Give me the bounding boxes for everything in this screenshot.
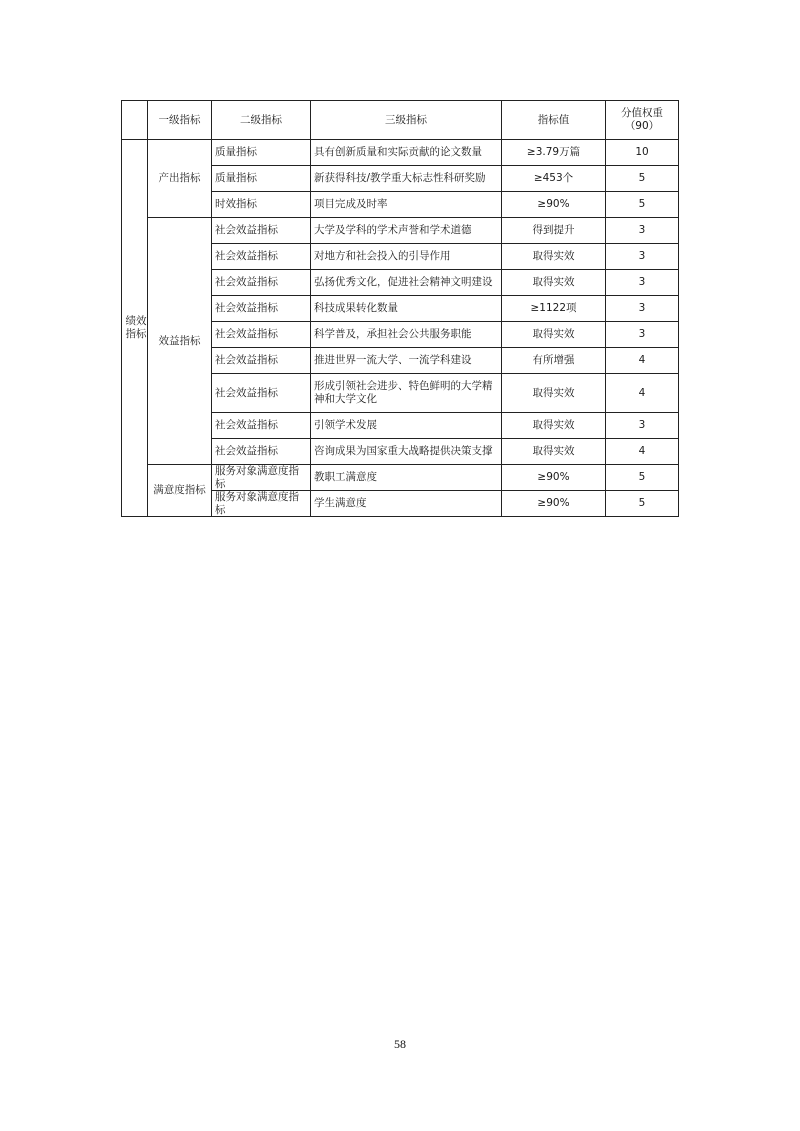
indicator-value-cell: ≥90%	[502, 465, 606, 491]
indicator-value-cell: 有所增强	[502, 348, 606, 374]
header-weight-line2: （90）	[624, 120, 660, 132]
weight-cell: 3	[606, 244, 679, 270]
level3-cell: 教职工满意度	[311, 465, 502, 491]
level2-cell: 社会效益指标	[212, 244, 311, 270]
header-weight-line1: 分值权重	[621, 107, 663, 120]
weight-cell: 5	[606, 166, 679, 192]
level3-cell: 对地方和社会投入的引导作用	[311, 244, 502, 270]
header-indicator-value: 指标值	[502, 101, 606, 140]
indicator-value-cell: 取得实效	[502, 322, 606, 348]
level3-cell: 项目完成及时率	[311, 192, 502, 218]
indicator-value-cell: ≥90%	[502, 491, 606, 517]
top-category-cell	[122, 140, 148, 517]
header-level2: 二级指标	[212, 101, 311, 140]
level3-cell: 推进世界一流大学、一流学科建设	[311, 348, 502, 374]
level2-cell: 时效指标	[212, 192, 311, 218]
level2-cell: 质量指标	[212, 140, 311, 166]
weight-cell: 3	[606, 218, 679, 244]
performance-indicator-table	[121, 100, 679, 517]
group-name-cell: 产出指标	[148, 140, 212, 218]
weight-cell: 5	[606, 465, 679, 491]
level3-cell: 大学及学科的学术声誉和学术道德	[311, 218, 502, 244]
weight-cell: 3	[606, 322, 679, 348]
indicator-value-cell: 取得实效	[502, 439, 606, 465]
group-name-cell: 满意度指标	[148, 465, 212, 517]
indicator-value-cell: 取得实效	[502, 244, 606, 270]
weight-cell: 4	[606, 439, 679, 465]
level3-cell: 科学普及，承担社会公共服务职能	[311, 322, 502, 348]
header-level3: 三级指标	[311, 101, 502, 140]
indicator-value-cell: ≥1122项	[502, 296, 606, 322]
level2-cell: 服务对象满意度指标	[212, 465, 311, 491]
indicator-value-cell: 取得实效	[502, 374, 606, 413]
indicator-value-cell: ≥453个	[502, 166, 606, 192]
indicator-value-cell: 取得实效	[502, 270, 606, 296]
level2-cell: 社会效益指标	[212, 374, 311, 413]
weight-cell: 5	[606, 192, 679, 218]
level3-cell: 形成引领社会进步、特色鲜明的大学精神和大学文化	[311, 374, 502, 413]
level3-cell: 引领学术发展	[311, 413, 502, 439]
level2-cell: 社会效益指标	[212, 413, 311, 439]
group-name-cell: 效益指标	[148, 218, 212, 465]
table-row	[122, 218, 679, 244]
weight-cell: 3	[606, 296, 679, 322]
level2-cell: 质量指标	[212, 166, 311, 192]
weight-cell: 3	[606, 413, 679, 439]
indicator-value-cell: 取得实效	[502, 413, 606, 439]
indicator-value-cell: ≥3.79万篇	[502, 140, 606, 166]
level3-cell: 学生满意度	[311, 491, 502, 517]
indicator-value-cell: 得到提升	[502, 218, 606, 244]
header-blank-cell	[122, 101, 148, 140]
weight-cell: 5	[606, 491, 679, 517]
level2-cell: 社会效益指标	[212, 439, 311, 465]
table-row	[122, 465, 679, 491]
level2-cell: 社会效益指标	[212, 296, 311, 322]
level3-cell: 科技成果转化数量	[311, 296, 502, 322]
table-header-row	[122, 101, 679, 140]
weight-cell: 10	[606, 140, 679, 166]
header-level1: 一级指标	[148, 101, 212, 140]
level3-cell: 具有创新质量和实际贡献的论文数量	[311, 140, 502, 166]
weight-cell: 4	[606, 374, 679, 413]
level3-cell: 新获得科技/教学重大标志性科研奖励	[311, 166, 502, 192]
level2-cell: 社会效益指标	[212, 322, 311, 348]
level2-cell: 社会效益指标	[212, 348, 311, 374]
level3-cell: 咨询成果为国家重大战略提供决策支撑	[311, 439, 502, 465]
page-number: 58	[394, 1037, 406, 1051]
weight-cell: 3	[606, 270, 679, 296]
header-weight	[606, 101, 679, 140]
level2-cell: 社会效益指标	[212, 218, 311, 244]
indicator-value-cell: ≥90%	[502, 192, 606, 218]
table-row	[122, 140, 679, 166]
level2-cell: 服务对象满意度指标	[212, 491, 311, 517]
top-category-label: 绩效指标	[125, 315, 147, 341]
level2-cell: 社会效益指标	[212, 270, 311, 296]
level3-cell: 弘扬优秀文化，促进社会精神文明建设	[311, 270, 502, 296]
weight-cell: 4	[606, 348, 679, 374]
